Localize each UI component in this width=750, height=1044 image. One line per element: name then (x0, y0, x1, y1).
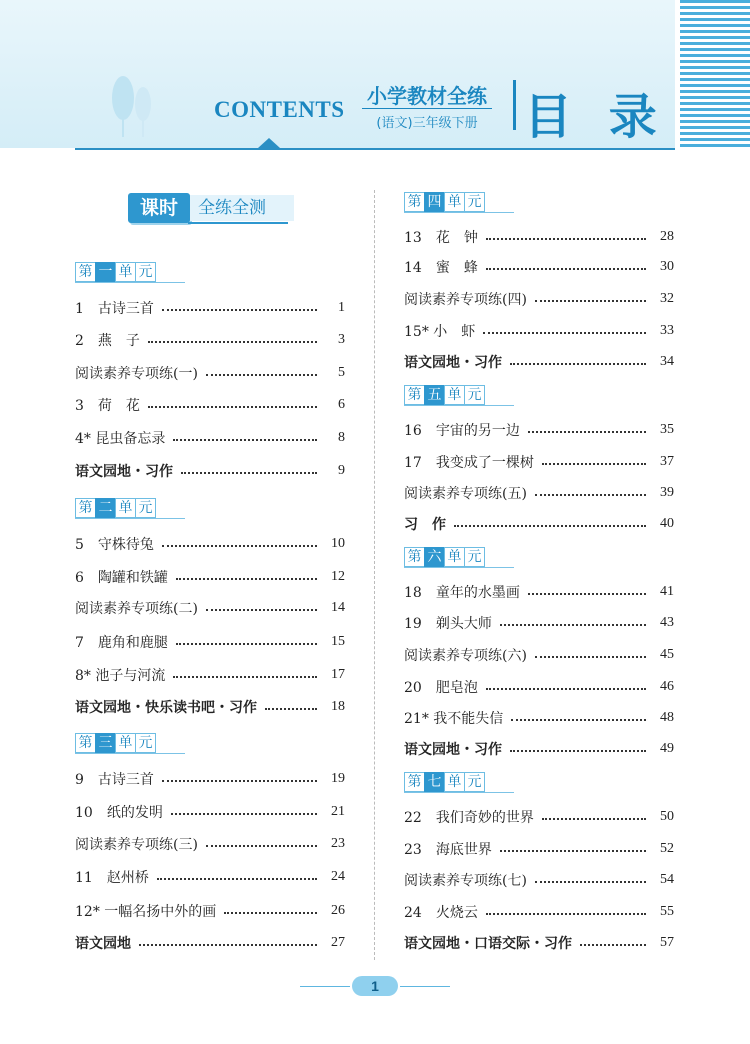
toc-entry[interactable] (75, 460, 345, 482)
toc-entry-title: 阅读素养专项练(四) (404, 292, 527, 308)
toc-entry[interactable] (404, 351, 674, 373)
toc-entry[interactable] (75, 394, 345, 416)
book-title: 小学教材全练 (367, 84, 487, 108)
unit-heading-char: 七 (424, 772, 445, 792)
dot-leader (528, 593, 646, 595)
dot-leader (224, 912, 317, 914)
toc-entry-title: 阅读素养专项练(三) (75, 837, 198, 853)
toc-entry-title: 1 古诗三首 (75, 301, 154, 317)
dot-leader (510, 750, 646, 752)
toc-entry[interactable] (404, 838, 674, 860)
toc-entry[interactable] (404, 644, 674, 666)
toc-entry-title: 阅读素养专项练(一) (75, 366, 198, 382)
toc-entry-page: 8 (338, 430, 345, 445)
toc-entry-page: 28 (660, 229, 674, 244)
toc-entry[interactable] (75, 362, 345, 384)
dot-leader (139, 944, 317, 946)
toc-entry-page: 40 (660, 516, 674, 531)
toc-entry-title: 语文园地・习作 (404, 355, 502, 371)
unit-underline (404, 212, 514, 213)
dot-leader (171, 813, 317, 815)
toc-entry[interactable] (404, 612, 674, 634)
dot-leader (148, 341, 317, 343)
toc-entry-page: 54 (660, 872, 674, 887)
badge-underline (188, 222, 288, 224)
dot-leader (162, 545, 317, 547)
toc-entry-title: 习 作 (404, 517, 446, 533)
toc-entry[interactable] (75, 533, 345, 555)
dot-leader (486, 268, 646, 270)
toc-entry-title: 语文园地・习作 (75, 464, 173, 480)
toc-entry[interactable] (404, 806, 674, 828)
unit-heading (404, 385, 484, 405)
toc-entry[interactable] (404, 581, 674, 603)
dot-leader (535, 881, 646, 883)
unit-heading-char: 五 (424, 385, 445, 405)
toc-entry[interactable] (75, 664, 345, 686)
unit-heading-char: 单 (115, 498, 136, 518)
unit-underline (404, 792, 514, 793)
toc-entry[interactable] (404, 419, 674, 441)
toc-entry[interactable] (75, 597, 345, 619)
toc-entry[interactable] (404, 256, 674, 278)
toc-entry[interactable] (75, 932, 345, 954)
toc-entry-page: 35 (660, 422, 674, 437)
toc-entry-page: 17 (331, 667, 345, 682)
dot-leader (511, 719, 646, 721)
title-divider (362, 108, 492, 109)
unit-heading-char: 第 (404, 385, 425, 405)
toc-entry-page: 34 (660, 354, 674, 369)
toc-entry[interactable] (75, 631, 345, 653)
dot-leader (486, 688, 646, 690)
toc-entry[interactable] (404, 676, 674, 698)
dot-leader (542, 818, 646, 820)
toc-entry[interactable] (75, 297, 345, 319)
badge-text: 全练全测 (190, 195, 294, 221)
toc-entry-title: 10 纸的发明 (75, 805, 163, 821)
toc-entry-title: 12* 一幅名扬中外的画 (75, 904, 217, 920)
dot-leader (148, 406, 317, 408)
toc-entry-title: 语文园地・快乐读书吧・习作 (75, 700, 257, 716)
dot-leader (535, 656, 646, 658)
unit-underline (75, 518, 185, 519)
dot-leader (500, 624, 646, 626)
toc-entry[interactable] (75, 900, 345, 922)
toc-entry[interactable] (75, 696, 345, 718)
toc-entry-title: 17 我变成了一棵树 (404, 455, 534, 471)
toc-entry-page: 37 (660, 454, 674, 469)
unit-underline (404, 567, 514, 568)
footer-rule-left (300, 986, 350, 987)
unit-heading-char: 单 (444, 547, 465, 567)
dot-leader (162, 309, 317, 311)
dot-leader (500, 850, 646, 852)
unit-heading-char: 第 (404, 547, 425, 567)
toc-entry-page: 41 (660, 584, 674, 599)
toc-entry[interactable] (404, 932, 674, 954)
dot-leader (176, 643, 317, 645)
unit-heading-char: 元 (464, 385, 485, 405)
dot-leader (486, 913, 646, 915)
toc-entry[interactable] (404, 707, 674, 729)
toc-entry-page: 30 (660, 259, 674, 274)
dot-leader (486, 238, 646, 240)
toc-entry-page: 6 (338, 397, 345, 412)
toc-entry-page: 57 (660, 935, 674, 950)
unit-heading-char: 元 (135, 733, 156, 753)
dot-leader (483, 332, 646, 334)
unit-heading (75, 498, 155, 518)
toc-entry-page: 32 (660, 291, 674, 306)
dot-leader (542, 463, 646, 465)
toc-entry-title: 阅读素养专项练(六) (404, 648, 527, 664)
page-number: 1 (352, 976, 398, 996)
toc-entry[interactable] (404, 451, 674, 473)
toc-entry-page: 15 (331, 634, 345, 649)
toc-entry[interactable] (75, 768, 345, 790)
toc-entry-page: 12 (331, 569, 345, 584)
toc-entry-title: 16 宇宙的另一边 (404, 423, 520, 439)
dot-leader (206, 374, 317, 376)
dot-leader (580, 944, 646, 946)
toc-entry-title: 21* 我不能失信 (404, 711, 504, 727)
toc-entry-page: 46 (660, 679, 674, 694)
toc-entry-title: 语文园地・习作 (404, 742, 502, 758)
dot-leader (265, 708, 317, 710)
section-badge (128, 193, 288, 227)
column-divider (374, 190, 375, 960)
toc-entry-page: 55 (660, 904, 674, 919)
toc-entry-title: 3 荷 花 (75, 398, 140, 414)
unit-heading-char: 第 (75, 733, 96, 753)
page-title: 目 录 (524, 89, 667, 145)
toc-entry-page: 19 (331, 771, 345, 786)
unit-heading (404, 772, 484, 792)
unit-heading-char: 一 (95, 262, 116, 282)
toc-entry[interactable] (75, 566, 345, 588)
unit-heading-char: 元 (464, 772, 485, 792)
unit-underline (75, 753, 185, 754)
toc-entry-title: 5 守株待兔 (75, 537, 154, 553)
unit-heading-char: 元 (135, 498, 156, 518)
header-triangle-marker (258, 138, 280, 148)
dot-leader (535, 300, 646, 302)
toc-entry-title: 19 剃头大师 (404, 616, 492, 632)
toc-entry-page: 10 (331, 536, 345, 551)
dot-leader (528, 431, 646, 433)
unit-heading (75, 262, 155, 282)
unit-heading-char: 单 (444, 192, 465, 212)
toc-entry-title: 15* 小 虾 (404, 324, 476, 340)
book-subtitle: (语文)三年级下册 (376, 116, 478, 131)
toc-entry-title: 22 我们奇妙的世界 (404, 810, 534, 826)
toc-entry-title: 13 花 钟 (404, 230, 478, 246)
toc-entry[interactable] (404, 226, 674, 248)
toc-entry-page: 27 (331, 935, 345, 950)
unit-heading-char: 元 (464, 547, 485, 567)
unit-heading-char: 六 (424, 547, 445, 567)
toc-entry-page: 3 (338, 332, 345, 347)
toc-entry-title: 18 童年的水墨画 (404, 585, 520, 601)
title-vertical-divider (513, 80, 516, 130)
toc-entry-title: 语文园地・口语交际・习作 (404, 936, 572, 952)
unit-heading-char: 单 (444, 772, 465, 792)
toc-entry-page: 45 (660, 647, 674, 662)
toc-entry[interactable] (404, 738, 674, 760)
toc-entry[interactable] (404, 901, 674, 923)
dot-leader (454, 525, 646, 527)
toc-entry[interactable] (404, 869, 674, 891)
toc-entry-page: 48 (660, 710, 674, 725)
toc-entry-title: 4* 昆虫备忘录 (75, 431, 166, 447)
toc-entry-page: 50 (660, 809, 674, 824)
toc-entry-title: 23 海底世界 (404, 842, 492, 858)
dot-leader (162, 780, 317, 782)
toc-entry-page: 43 (660, 615, 674, 630)
unit-heading-char: 元 (464, 192, 485, 212)
toc-entry-title: 2 燕 子 (75, 333, 140, 349)
dot-leader (535, 494, 646, 496)
unit-heading-char: 单 (115, 733, 136, 753)
unit-heading-char: 元 (135, 262, 156, 282)
toc-entry-title: 14 蜜 蜂 (404, 260, 478, 276)
toc-entry-title: 9 古诗三首 (75, 772, 154, 788)
toc-entry-title: 语文园地 (75, 936, 131, 952)
unit-heading-char: 第 (404, 192, 425, 212)
unit-heading-char: 第 (75, 498, 96, 518)
toc-entry-title: 阅读素养专项练(七) (404, 873, 527, 889)
dot-leader (157, 878, 317, 880)
toc-entry-title: 阅读素养专项练(五) (404, 486, 527, 502)
dot-leader (173, 439, 317, 441)
unit-heading-char: 单 (444, 385, 465, 405)
unit-heading-char: 第 (75, 262, 96, 282)
toc-entry-page: 33 (660, 323, 674, 338)
toc-entry-page: 49 (660, 741, 674, 756)
toc-entry-title: 7 鹿角和鹿腿 (75, 635, 168, 651)
dot-leader (181, 472, 317, 474)
toc-entry-page: 21 (331, 804, 345, 819)
toc-entry[interactable] (75, 427, 345, 449)
toc-entry[interactable] (75, 833, 345, 855)
footer-rule-right (400, 986, 450, 987)
toc-entry-title: 11 赵州桥 (75, 870, 149, 886)
toc-entry[interactable] (75, 866, 345, 888)
decorative-stripes (680, 0, 750, 150)
unit-heading-char: 第 (404, 772, 425, 792)
toc-entry-page: 52 (660, 841, 674, 856)
toc-entry-page: 14 (331, 600, 345, 615)
toc-entry[interactable] (404, 513, 674, 535)
toc-entry-title: 阅读素养专项练(二) (75, 601, 198, 617)
unit-underline (404, 405, 514, 406)
toc-entry-page: 5 (338, 365, 345, 380)
unit-heading-char: 单 (115, 262, 136, 282)
toc-entry-title: 8* 池子与河流 (75, 668, 166, 684)
badge-highlight: 课时 (128, 193, 190, 223)
toc-entry-title: 24 火烧云 (404, 905, 478, 921)
unit-heading (404, 547, 484, 567)
toc-entry-title: 6 陶罐和铁罐 (75, 570, 168, 586)
toc-entry-page: 26 (331, 903, 345, 918)
toc-entry[interactable] (75, 329, 345, 351)
unit-heading (404, 192, 484, 212)
toc-entry-page: 9 (338, 463, 345, 478)
tree-illustration (105, 70, 165, 140)
dot-leader (206, 609, 317, 611)
contents-label: CONTENTS (214, 97, 345, 122)
dot-leader (206, 845, 317, 847)
toc-entry-page: 39 (660, 485, 674, 500)
unit-heading-char: 三 (95, 733, 116, 753)
toc-entry-page: 24 (331, 869, 345, 884)
unit-heading-char: 二 (95, 498, 116, 518)
header-rule (75, 148, 675, 150)
toc-entry[interactable] (404, 288, 674, 310)
dot-leader (173, 676, 317, 678)
dot-leader (176, 578, 317, 580)
dot-leader (510, 363, 646, 365)
unit-heading-char: 四 (424, 192, 445, 212)
unit-heading (75, 733, 155, 753)
toc-entry[interactable] (75, 801, 345, 823)
toc-entry-page: 1 (338, 300, 345, 315)
toc-entry[interactable] (404, 320, 674, 342)
toc-entry-title: 20 肥皂泡 (404, 680, 478, 696)
toc-entry-page: 23 (331, 836, 345, 851)
unit-underline (75, 282, 185, 283)
toc-entry[interactable] (404, 482, 674, 504)
toc-entry-page: 18 (331, 699, 345, 714)
